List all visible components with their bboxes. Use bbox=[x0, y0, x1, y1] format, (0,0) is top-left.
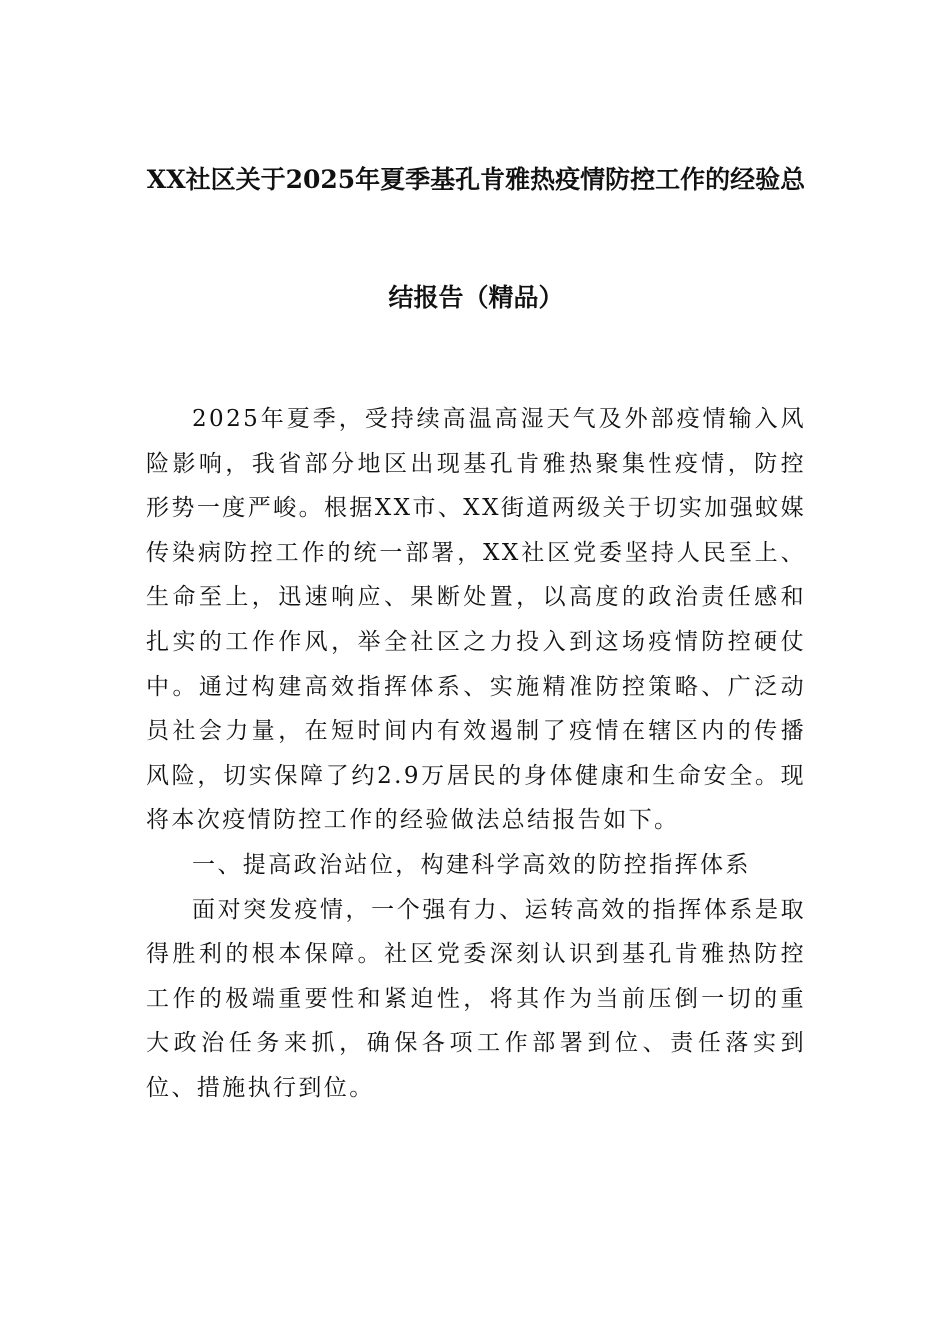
document-body bbox=[146, 397, 806, 1111]
section-1-paragraph: 面对突发疫情，一个强有力、运转高效的指挥体系是取得胜利的根本保障。社区党委深刻认识到基孔肯雅热防控工作的极端重要性和紧迫性，将其作为当前压倒一切的重大政治任务来抓，确保各项工作部署到位、责任落实到位、措施执行到位。 bbox=[146, 896, 806, 1101]
section-heading-1: 一、提高政治站位，构建科学高效的防控指挥体系 bbox=[192, 851, 751, 878]
document-title-line-1: XX社区关于2025年夏季基孔肯雅热疫情防控工作的经验总 bbox=[146, 165, 806, 194]
document-title-line-2: 结报告（精品） bbox=[388, 283, 564, 312]
intro-paragraph: 2025年夏季，受持续高温高湿天气及外部疫情输入风险影响，我省部分地区出现基孔肯雅热聚集性疫情，防控形势一度严峻。根据XX市、XX街道两级关于切实加强蚊媒传染病防控工作的统一部署，XX社区党委坚持人民至上、生命至上，迅速响应、果断处置，以高度的政治责任感和扎实的工作作风，举全社区之力投入到这场疫情防控硬仗中。通过构建高效指挥体系、实施精准防控策略、广泛动员社会力量，在短时间内有效遏制了疫情在辖区内的传播风险，切实保障了约2.9万居民的身体健康和生命安全。现将本次疫情防控工作的经验做法总结报告如下。 bbox=[146, 406, 806, 834]
